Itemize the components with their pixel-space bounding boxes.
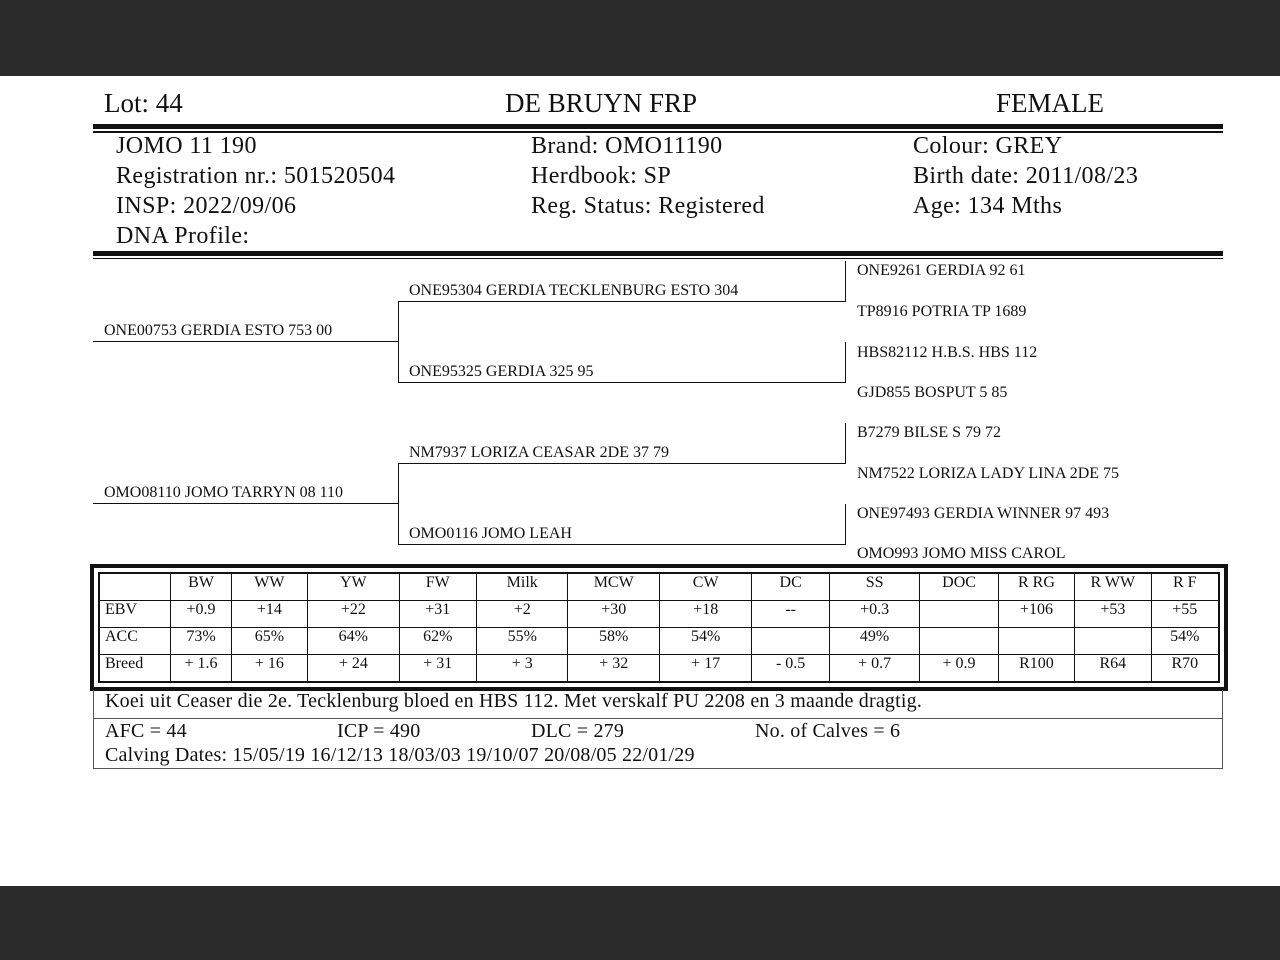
afc-value: AFC = 44 xyxy=(105,720,187,742)
stats-box xyxy=(93,718,1223,769)
breed-row xyxy=(100,655,1219,682)
ebv-row xyxy=(100,601,1219,628)
pedigree-ggp: B7279 BILSE S 79 72 xyxy=(857,424,1002,441)
pedigree-ggp: OMO993 JOMO MISS CAROL xyxy=(857,545,1066,562)
registration-status: Reg. Status: Registered xyxy=(531,193,765,219)
ebv-table xyxy=(99,573,1219,682)
info-rule-thin xyxy=(93,258,1223,259)
brand: Brand: OMO11190 xyxy=(531,133,723,159)
dam-bracket xyxy=(398,463,399,544)
table-cell: +53 xyxy=(1075,601,1151,628)
ggp-bracket-4 xyxy=(845,504,846,544)
column-header: WW xyxy=(231,574,307,601)
pedigree-ggp: ONE97493 GERDIA WINNER 97 493 xyxy=(857,505,1110,522)
table-cell: -- xyxy=(752,601,829,628)
ebv-header-row xyxy=(100,574,1219,601)
table-cell: +18 xyxy=(659,601,751,628)
column-header: Milk xyxy=(476,574,567,601)
table-cell xyxy=(1075,628,1151,655)
comment-box xyxy=(93,690,1223,719)
ebv-table-frame xyxy=(90,564,1228,691)
pedigree-sire: ONE00753 GERDIA ESTO 753 00 xyxy=(104,322,333,339)
table-cell: +2 xyxy=(476,601,567,628)
comment-text: Koei uit Ceaser die 2e. Tecklenburg bloed en HBS 112. Met verskalf PU 2208 en 3 maande dragtig. xyxy=(105,690,923,712)
age: Age: 134 Mths xyxy=(913,193,1063,219)
column-header: SS xyxy=(829,574,919,601)
table-cell: 54% xyxy=(659,628,751,655)
table-cell: + 17 xyxy=(659,655,751,682)
table-cell: 49% xyxy=(829,628,919,655)
icp-value: ICP = 490 xyxy=(337,720,421,742)
header-rule-thick xyxy=(93,124,1223,129)
catalogue-page xyxy=(0,76,1280,886)
table-cell: 54% xyxy=(1151,628,1218,655)
pedigree-ggp: GJD855 BOSPUT 5 85 xyxy=(857,384,1008,401)
pedigree-dam-sire: NM7937 LORIZA CEASAR 2DE 37 79 xyxy=(409,444,670,461)
dam-sire-line xyxy=(398,463,846,464)
calves-count: No. of Calves = 6 xyxy=(755,720,901,742)
breeder-name: DE BRUYN FRP xyxy=(505,88,698,118)
table-cell xyxy=(920,628,998,655)
table-cell xyxy=(920,601,998,628)
birth-date: Birth date: 2011/08/23 xyxy=(913,163,1139,189)
table-cell: +106 xyxy=(998,601,1074,628)
column-header: FW xyxy=(399,574,476,601)
animal-name: JOMO 11 190 xyxy=(116,133,257,159)
pedigree-ggp: HBS82112 H.B.S. HBS 112 xyxy=(857,344,1038,361)
table-cell: + 1.6 xyxy=(171,655,231,682)
ggp-bracket-1 xyxy=(845,261,846,301)
column-header: MCW xyxy=(568,574,659,601)
row-label: EBV xyxy=(100,601,171,628)
column-header: CW xyxy=(659,574,751,601)
acc-row xyxy=(100,628,1219,655)
table-cell: +22 xyxy=(308,601,399,628)
table-cell: +14 xyxy=(231,601,307,628)
sire-line xyxy=(93,341,399,342)
dam-dam-line xyxy=(398,544,846,545)
table-cell: 62% xyxy=(399,628,476,655)
table-cell: R100 xyxy=(998,655,1074,682)
pedigree-ggp: ONE9261 GERDIA 92 61 xyxy=(857,262,1026,279)
column-header: BW xyxy=(171,574,231,601)
lot-number: Lot: 44 xyxy=(104,88,183,118)
row-label: ACC xyxy=(100,628,171,655)
table-cell: 58% xyxy=(568,628,659,655)
row-label: Breed xyxy=(100,655,171,682)
table-cell: +0.3 xyxy=(829,601,919,628)
table-cell: +0.9 xyxy=(171,601,231,628)
dam-line xyxy=(93,503,399,504)
table-cell: 65% xyxy=(231,628,307,655)
herdbook: Herdbook: SP xyxy=(531,163,672,189)
ggp-bracket-3 xyxy=(845,423,846,463)
table-cell: R70 xyxy=(1151,655,1218,682)
table-cell: 73% xyxy=(171,628,231,655)
table-cell: +30 xyxy=(568,601,659,628)
table-cell: 55% xyxy=(476,628,567,655)
table-cell: + 0.9 xyxy=(920,655,998,682)
pedigree-dam: OMO08110 JOMO TARRYN 08 110 xyxy=(104,484,344,501)
calving-dates: Calving Dates: 15/05/19 16/12/13 18/03/03 19/10/07 20/08/05 22/01/29 xyxy=(105,744,695,766)
pedigree-ggp: TP8916 POTRIA TP 1689 xyxy=(857,303,1027,320)
pedigree-sire-dam: ONE95325 GERDIA 325 95 xyxy=(409,363,594,380)
pedigree-dam-dam: OMO0116 JOMO LEAH xyxy=(409,525,572,542)
column-header: R F xyxy=(1151,574,1218,601)
table-cell: + 0.7 xyxy=(829,655,919,682)
dlc-value: DLC = 279 xyxy=(531,720,625,742)
column-header: YW xyxy=(308,574,399,601)
table-cell: +31 xyxy=(399,601,476,628)
table-cell: + 24 xyxy=(308,655,399,682)
sire-bracket xyxy=(398,301,399,382)
table-cell: R64 xyxy=(1075,655,1151,682)
table-cell: + 16 xyxy=(231,655,307,682)
column-header: R RG xyxy=(998,574,1074,601)
table-cell: + 31 xyxy=(399,655,476,682)
sire-dam-line xyxy=(398,382,846,383)
animal-sex: FEMALE xyxy=(996,88,1104,118)
column-header: R WW xyxy=(1075,574,1151,601)
column-header xyxy=(100,574,171,601)
registration-number: Registration nr.: 501520504 xyxy=(116,163,396,189)
table-cell: 64% xyxy=(308,628,399,655)
dna-profile: DNA Profile: xyxy=(116,223,250,249)
pedigree-sire-sire: ONE95304 GERDIA TECKLENBURG ESTO 304 xyxy=(409,282,739,299)
table-cell: +55 xyxy=(1151,601,1218,628)
insp-date: INSP: 2022/09/06 xyxy=(116,193,297,219)
info-rule-thick xyxy=(93,251,1223,256)
table-cell: + 32 xyxy=(568,655,659,682)
column-header: DC xyxy=(752,574,829,601)
colour: Colour: GREY xyxy=(913,133,1063,159)
table-cell xyxy=(752,628,829,655)
pedigree-ggp: NM7522 LORIZA LADY LINA 2DE 75 xyxy=(857,465,1120,482)
table-cell: + 3 xyxy=(476,655,567,682)
sire-sire-line xyxy=(398,301,846,302)
table-cell: - 0.5 xyxy=(752,655,829,682)
ggp-bracket-2 xyxy=(845,342,846,382)
table-cell xyxy=(998,628,1074,655)
column-header: DOC xyxy=(920,574,998,601)
